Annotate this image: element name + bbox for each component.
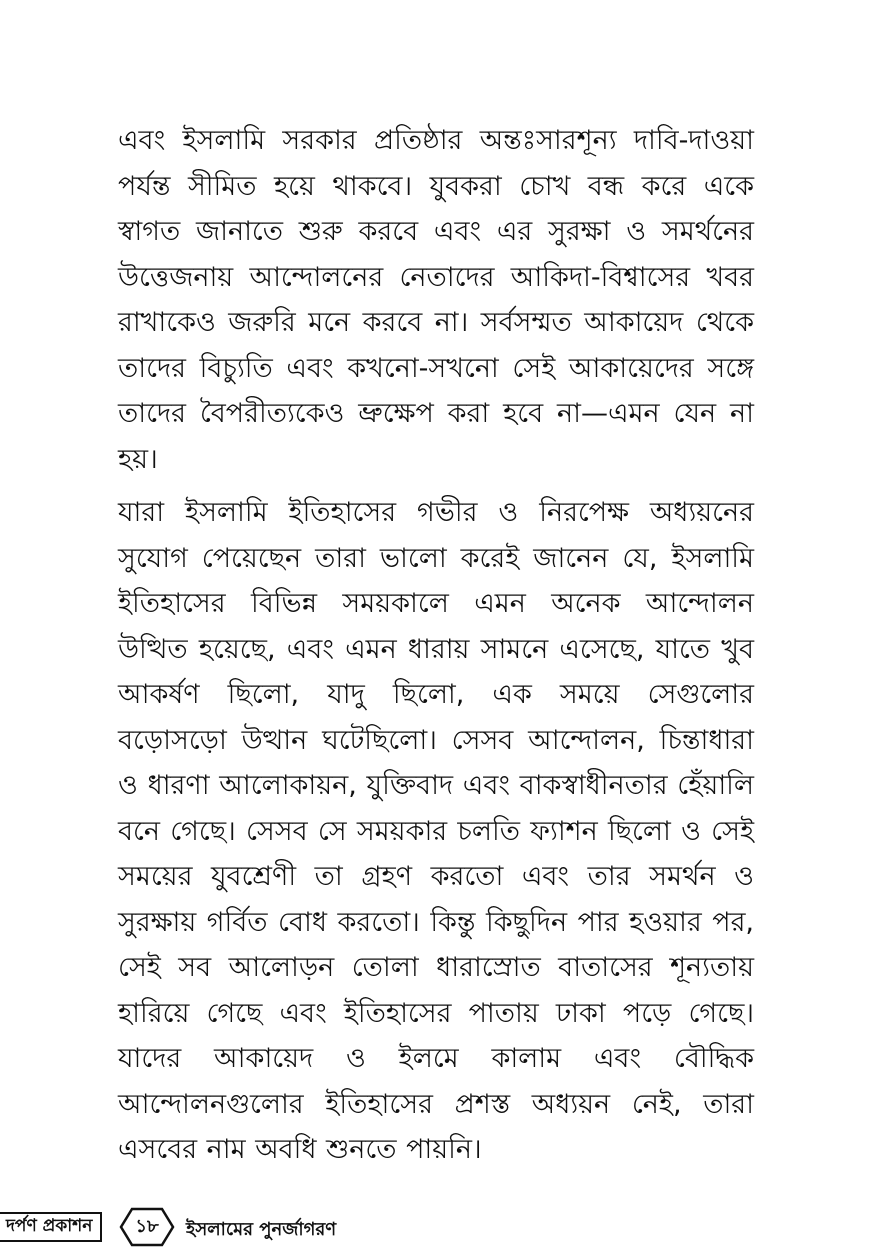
publisher-label bbox=[0, 1212, 102, 1242]
page-number: ১৮ bbox=[135, 1215, 159, 1237]
paragraph-1: এবং ইসলামি সরকার প্রতিষ্ঠার অন্তঃসারশূন্য দাবি-দাওয়া পর্যন্ত সীমিত হয়ে থাকবে। যুবকরা চোখ বন্ধ করে একে স্বাগত জানাতে শুরু করবে এবং এর সুরক্ষা ও সমর্থনের উত্তেজনায় আন্দোলনের নেতাদের আকিদা-বিশ্বাসের খবর রাখাকেও জরুরি মনে করবে না। সর্বসম্মত আকায়েদ থেকে তাদের বিচ্যুতি এবং কখনো-সখনো সেই আকায়েদের সঙ্গে তাদের বৈপরীত্যকেও ভ্রুক্ষেপ করা হবে না—এমন যেন না হয়। bbox=[118, 125, 754, 475]
publisher-name: দর্পণ প্রকাশন bbox=[6, 1216, 93, 1236]
page-number-badge bbox=[118, 1206, 176, 1248]
page-footer bbox=[0, 1206, 870, 1248]
body-text bbox=[118, 118, 754, 1173]
paragraph-2: যারা ইসলামি ইতিহাসের গভীর ও নিরপেক্ষ অধ্যয়নের সুযোগ পেয়েছেন তারা ভালো করেই জানেন যে, ইসলামি ইতিহাসের বিভিন্ন সময়কালে এমন অনেক আন্দোলন উত্থিত হয়েছে, এবং এমন ধারায় সামনে এসেছে, যাতে খুব আকর্ষণ ছিলো, যাদু ছিলো, এক সময়ে সেগুলোর বড়োসড়ো উত্থান ঘটেছিলো। সেসব আন্দোলন, চিন্তাধারা ও ধারণা আলোকায়ন, যুক্তিবাদ এবং বাকস্বাধীনতার হেঁয়ালি বনে গেছে। সেসব সে সময়কার চলতি ফ্যাশন ছিলো ও সেই সময়ের যুবশ্রেণী তা গ্রহণ করতো এবং তার সমর্থন ও সুরক্ষায় গর্বিত বোধ করতো। কিন্তু কিছুদিন পার হওয়ার পর, সেই সব আলোড়ন তোলা ধারাস্রোত বাতাসের শূন্যতায় হারিয়ে গেছে এবং ইতিহাসের পাতায় ঢাকা পড়ে গেছে। যাদের আকায়েদ ও ইলমে কালাম এবং বৌদ্ধিক আন্দোলনগুলোর ইতিহাসের প্রশস্ত অধ্যয়ন নেই, তারা এসবের নাম অবধি শুনতে পায়নি। bbox=[118, 497, 754, 1165]
book-title: ইসলামের পুনর্জাগরণ bbox=[186, 1219, 337, 1240]
